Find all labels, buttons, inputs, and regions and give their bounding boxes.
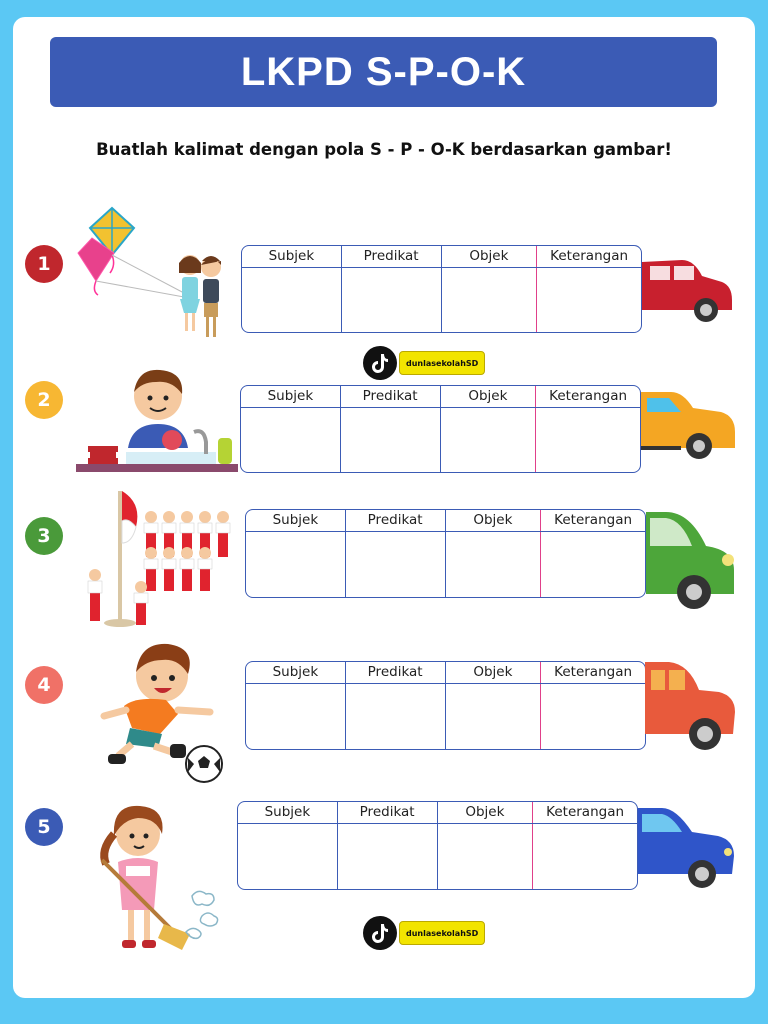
tiktok-watermark-1 — [363, 346, 485, 380]
answer-objek-4[interactable] — [446, 684, 542, 749]
answer-keterangan-4[interactable] — [541, 684, 645, 749]
answer-keterangan-5[interactable] — [533, 824, 637, 889]
spok-table-2 — [240, 385, 641, 473]
answer-predikat-1[interactable] — [342, 268, 442, 332]
spok-table-1 — [241, 245, 642, 333]
answer-predikat-4[interactable] — [346, 684, 446, 749]
answer-predikat-5[interactable] — [338, 824, 438, 889]
tiktok-icon — [363, 346, 397, 380]
red-car-icon — [642, 252, 734, 324]
page-title: LKPD S-P-O-K — [240, 49, 527, 94]
green-car-icon — [646, 510, 738, 614]
answer-keterangan-2[interactable] — [536, 408, 640, 472]
header-objek: Objek — [446, 510, 542, 531]
spok-table-5 — [237, 801, 638, 890]
header-keterangan: Keterangan — [549, 388, 628, 404]
header-subjek: Subjek — [246, 510, 346, 531]
answer-objek-2[interactable] — [441, 408, 537, 472]
answer-subjek-1[interactable] — [242, 268, 342, 332]
football-boy-illustration — [96, 640, 228, 784]
header-subjek: Subjek — [246, 662, 346, 683]
header-subjek: Subjek — [242, 246, 342, 267]
spok-table-3 — [245, 509, 646, 598]
header-predikat: Predikat — [341, 386, 441, 407]
header-predikat: Predikat — [346, 510, 446, 531]
spok-table-4 — [245, 661, 646, 750]
answer-keterangan-1[interactable] — [537, 268, 641, 332]
header-objek: Objek — [441, 386, 537, 407]
tiktok-watermark-2 — [363, 916, 485, 950]
header-objek: Objek — [442, 246, 538, 267]
instruction-text: Buatlah kalimat dengan pola S - P - O-K berdasarkan gambar! — [96, 140, 672, 159]
header-objek: Objek — [438, 802, 534, 823]
answer-subjek-2[interactable] — [241, 408, 341, 472]
header-keterangan: Keterangan — [546, 804, 625, 820]
header-predikat: Predikat — [346, 662, 446, 683]
header-keterangan: Keterangan — [554, 512, 633, 528]
item-number-2: 2 — [25, 381, 63, 419]
answer-keterangan-3[interactable] — [541, 532, 645, 597]
item-number-5: 5 — [25, 808, 63, 846]
item-number-4: 4 — [25, 666, 63, 704]
kite-children-illustration — [72, 203, 232, 343]
sweeping-girl-illustration — [92, 800, 224, 954]
answer-subjek-5[interactable] — [238, 824, 338, 889]
title-banner — [50, 37, 717, 107]
header-subjek: Subjek — [238, 802, 338, 823]
header-keterangan: Keterangan — [554, 664, 633, 680]
item-number-3: 3 — [25, 517, 63, 555]
watermark-label: dunlasekolahSD — [399, 351, 485, 375]
header-predikat: Predikat — [342, 246, 442, 267]
answer-objek-3[interactable] — [446, 532, 542, 597]
answer-predikat-3[interactable] — [346, 532, 446, 597]
header-subjek: Subjek — [241, 386, 341, 407]
header-predikat: Predikat — [338, 802, 438, 823]
answer-objek-5[interactable] — [438, 824, 534, 889]
answer-subjek-3[interactable] — [246, 532, 346, 597]
header-keterangan: Keterangan — [550, 248, 629, 264]
item-number-1: 1 — [25, 245, 63, 283]
tiktok-icon — [363, 916, 397, 950]
answer-subjek-4[interactable] — [246, 684, 346, 749]
answer-predikat-2[interactable] — [341, 408, 441, 472]
orange-red-car-icon — [645, 662, 737, 754]
blue-car-icon — [638, 806, 736, 892]
orange-car-icon — [641, 388, 737, 464]
dishwashing-boy-illustration — [76, 368, 238, 476]
answer-objek-1[interactable] — [442, 268, 538, 332]
flag-ceremony-illustration — [86, 487, 236, 629]
header-objek: Objek — [446, 662, 542, 683]
watermark-label: dunlasekolahSD — [399, 921, 485, 945]
